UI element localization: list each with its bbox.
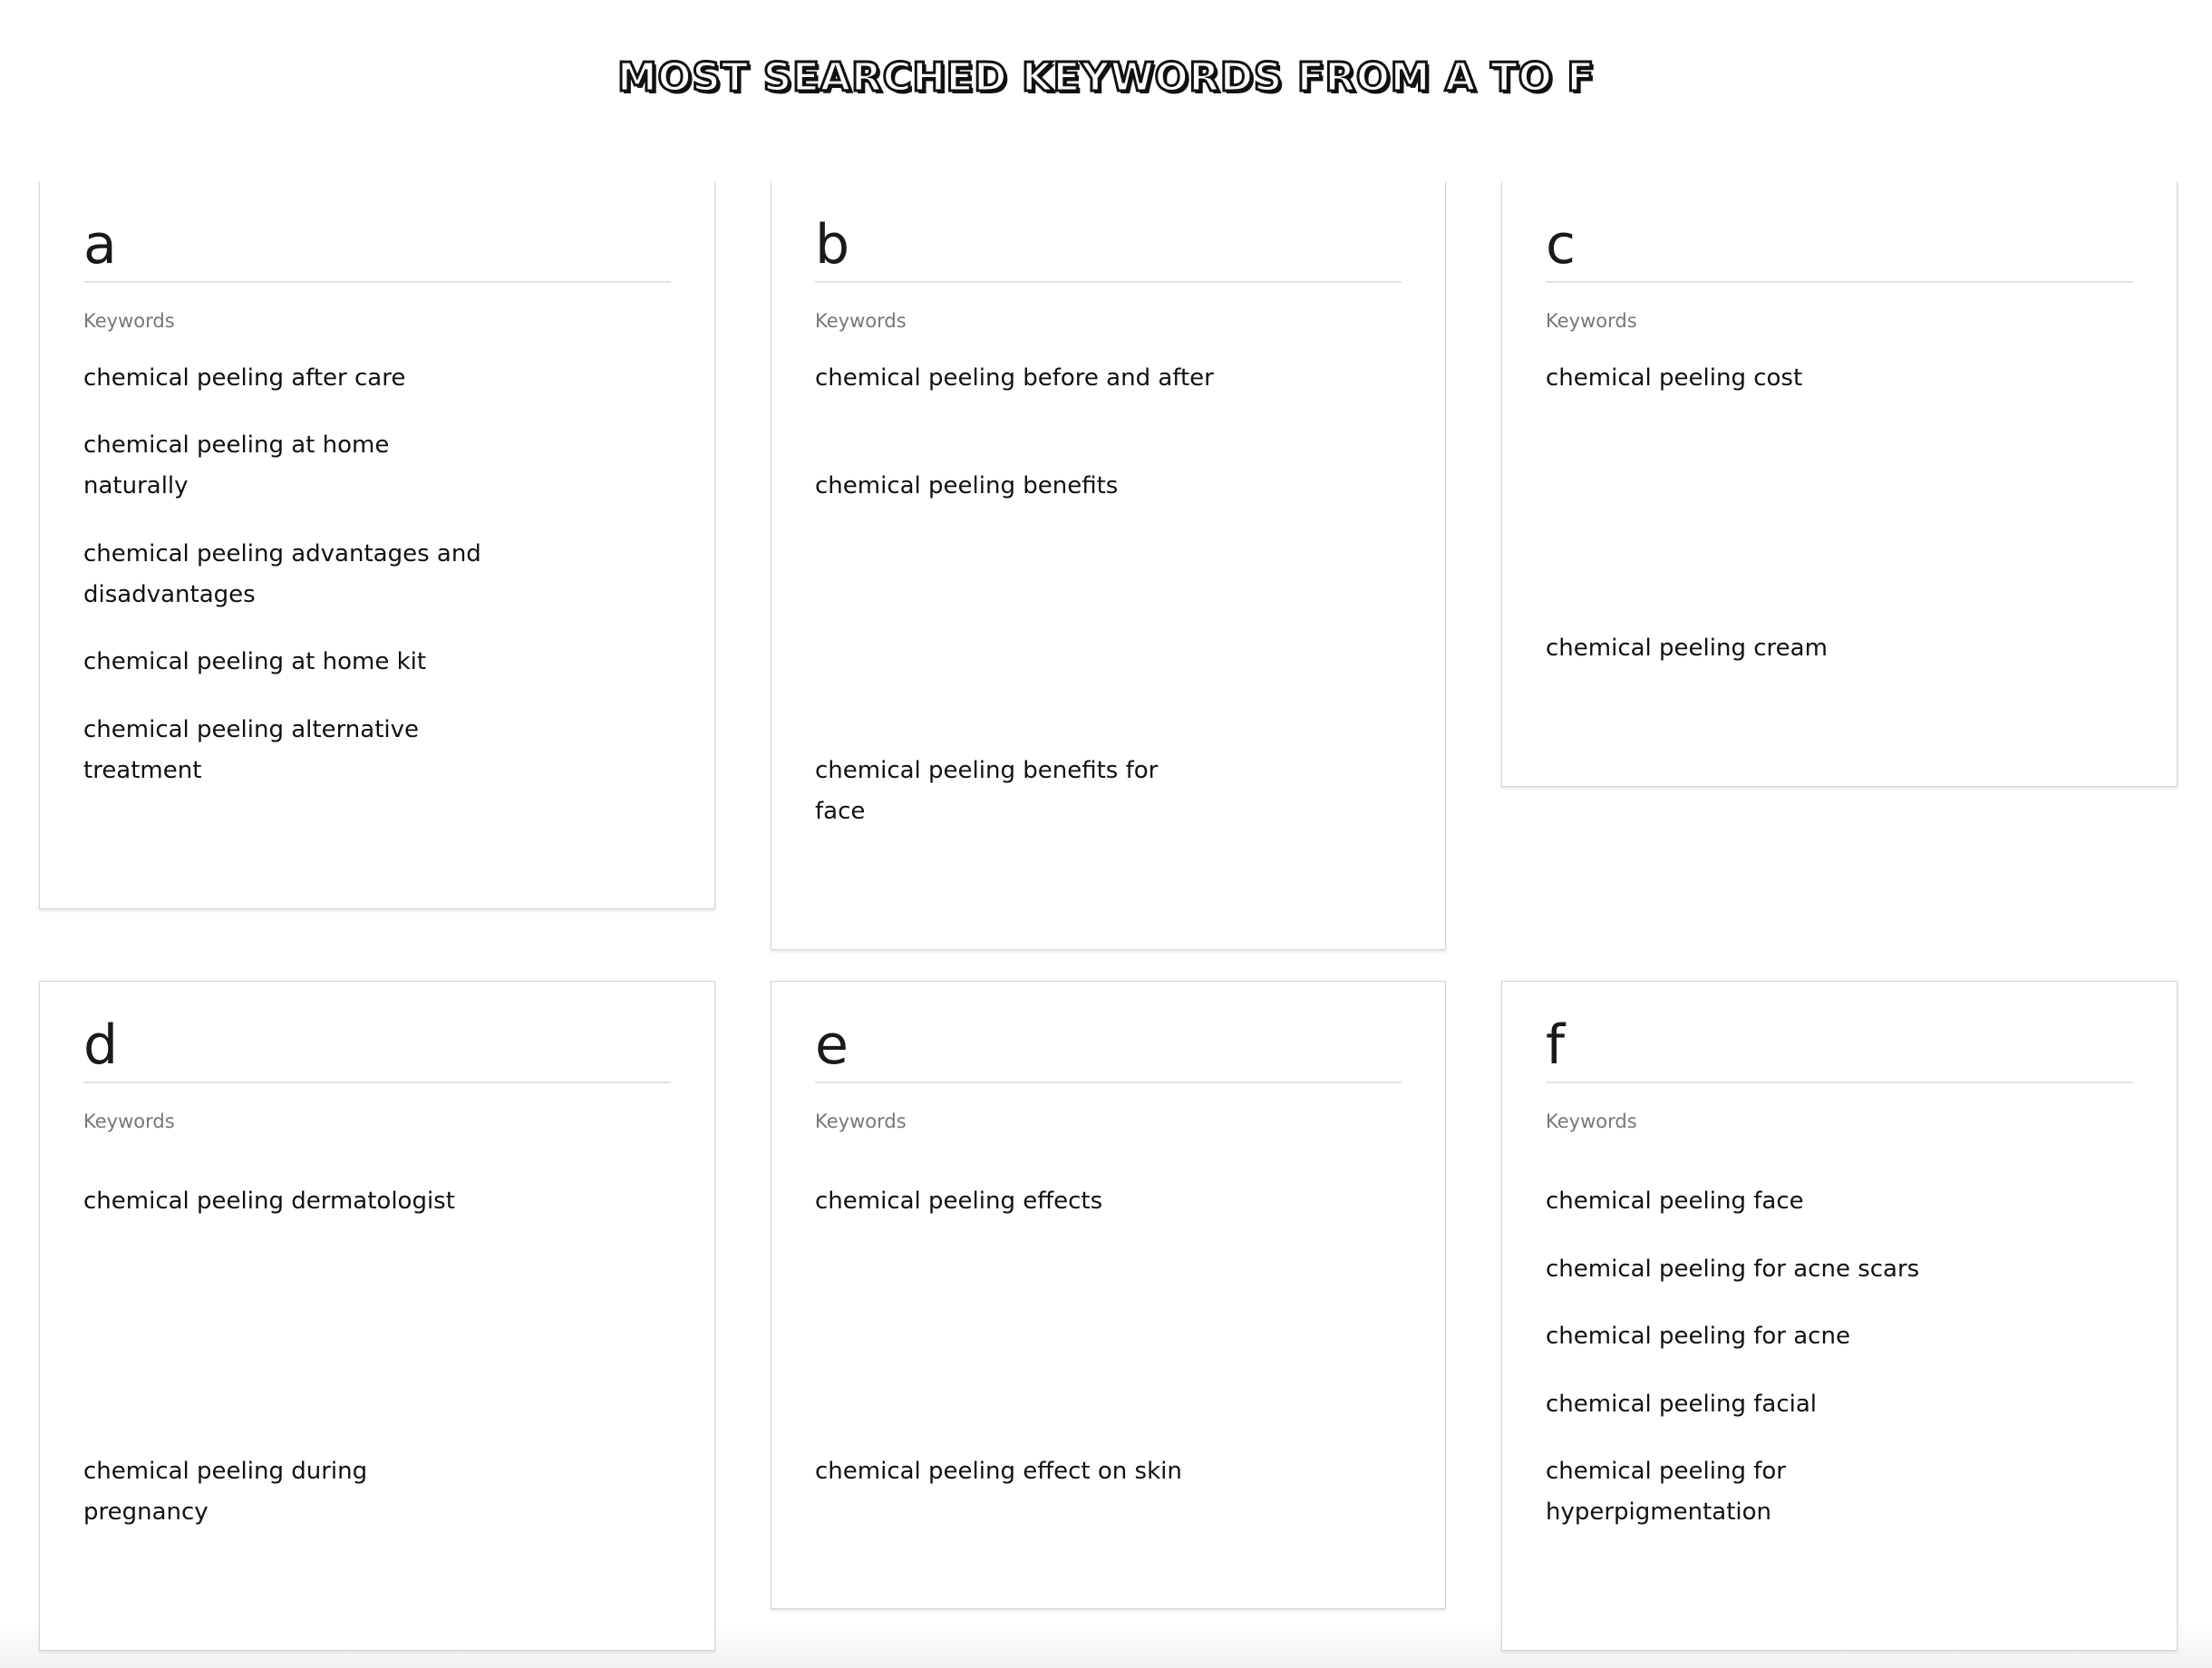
keyword-item[interactable]: chemical peeling cost — [1546, 364, 1803, 392]
keywords-label: Keywords — [83, 310, 175, 332]
keyword-item[interactable]: chemical peeling for acne scars — [1546, 1256, 1920, 1283]
page-title: MOST SEARCHED KEYWORDS FROM A TO F — [617, 54, 1595, 101]
keyword-item[interactable]: chemical peeling after care — [83, 364, 406, 392]
keyword-item[interactable]: chemical peeling before and after — [815, 364, 1214, 392]
card-divider — [1546, 1081, 2133, 1083]
card-divider — [815, 281, 1402, 283]
keywords-label: Keywords — [815, 310, 907, 332]
keyword-item[interactable]: chemical peeling benefits — [815, 472, 1119, 499]
keywords-label: Keywords — [1546, 1110, 1637, 1132]
keyword-item[interactable]: chemical peeling at home naturally — [83, 432, 390, 499]
keyword-item[interactable]: chemical peeling benefits for face — [815, 757, 1159, 825]
card-b — [771, 181, 1446, 950]
keywords-label: Keywords — [1546, 310, 1637, 332]
keywords-label: Keywords — [83, 1110, 175, 1132]
keyword-item[interactable]: chemical peeling effects — [815, 1188, 1103, 1215]
keyword-item[interactable]: chemical peeling face — [1546, 1188, 1804, 1215]
card-divider — [1546, 281, 2133, 283]
card-letter: a — [83, 213, 117, 276]
keyword-item[interactable]: chemical peeling alternative treatment — [83, 716, 420, 784]
keyword-item[interactable]: chemical peeling cream — [1546, 635, 1828, 662]
card-d — [39, 981, 715, 1651]
card-letter: c — [1546, 213, 1576, 276]
card-divider — [83, 281, 671, 283]
card-letter: e — [815, 1013, 849, 1077]
keyword-item[interactable]: chemical peeling advantages and disadvantages — [83, 540, 481, 608]
keyword-item[interactable]: chemical peeling dermatologist — [83, 1188, 455, 1215]
keyword-item[interactable]: chemical peeling for hyperpigmentation — [1546, 1458, 1786, 1526]
card-divider — [815, 1081, 1402, 1083]
card-e — [771, 981, 1446, 1609]
card-f — [1501, 981, 2178, 1651]
keyword-item[interactable]: chemical peeling effect on skin — [815, 1458, 1182, 1485]
card-letter: d — [83, 1013, 119, 1077]
keyword-item[interactable]: chemical peeling for acne — [1546, 1323, 1850, 1350]
card-letter: b — [815, 213, 850, 276]
card-c — [1501, 181, 2178, 787]
keyword-item[interactable]: chemical peeling facial — [1546, 1391, 1817, 1418]
card-a — [39, 181, 715, 909]
card-divider — [83, 1081, 671, 1083]
keyword-item[interactable]: chemical peeling at home kit — [83, 648, 427, 675]
card-letter: f — [1546, 1013, 1566, 1077]
keywords-label: Keywords — [815, 1110, 907, 1132]
keyword-item[interactable]: chemical peeling during pregnancy — [83, 1458, 368, 1526]
